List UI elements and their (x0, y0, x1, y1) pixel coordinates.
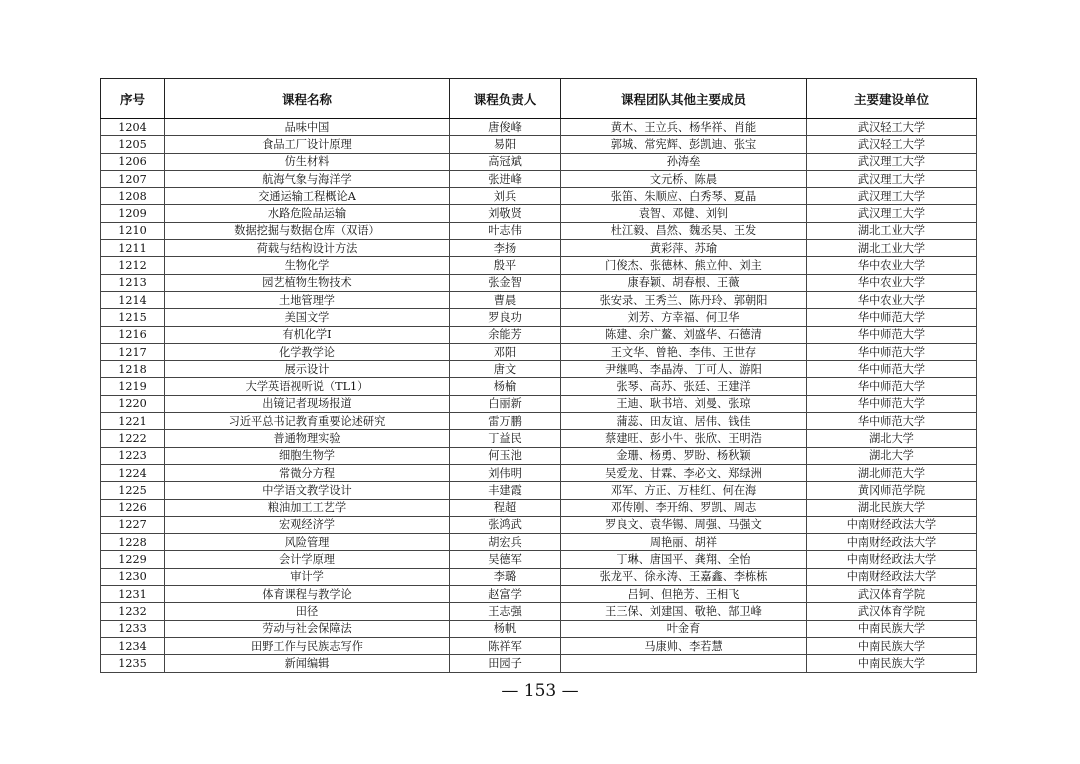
cell-team-members: 门俊杰、张德林、熊立仲、刘主 (561, 257, 807, 274)
cell-seq: 1209 (101, 205, 165, 222)
cell-course-leader: 刘伟明 (450, 464, 561, 481)
cell-course-name: 数据挖掘与数据仓库（双语） (165, 222, 450, 239)
table-row (101, 447, 977, 464)
cell-team-members: 刘芳、方幸福、何卫华 (561, 309, 807, 326)
table-row (101, 551, 977, 568)
cell-institution: 武汉理工大学 (807, 153, 977, 170)
cell-course-leader: 张金智 (450, 274, 561, 291)
cell-course-leader: 李扬 (450, 240, 561, 257)
cell-seq: 1216 (101, 326, 165, 343)
cell-course-name: 会计学原理 (165, 551, 450, 568)
cell-team-members: 陈建、余广鳌、刘盛华、石德清 (561, 326, 807, 343)
table-row (101, 499, 977, 516)
cell-team-members: 王迪、耿书培、刘曼、张琼 (561, 395, 807, 412)
cell-team-members: 丁琳、唐国平、龚翔、全怡 (561, 551, 807, 568)
header-seq: 序号 (101, 79, 165, 119)
cell-course-leader: 杨榆 (450, 378, 561, 395)
table-row (101, 240, 977, 257)
cell-course-leader: 叶志伟 (450, 222, 561, 239)
cell-seq: 1218 (101, 361, 165, 378)
cell-course-name: 出镜记者现场报道 (165, 395, 450, 412)
cell-seq: 1219 (101, 378, 165, 395)
table-row (101, 620, 977, 637)
cell-seq: 1213 (101, 274, 165, 291)
cell-course-name: 美国文学 (165, 309, 450, 326)
header-institution: 主要建设单位 (807, 79, 977, 119)
course-table (100, 78, 977, 673)
cell-course-leader: 邓阳 (450, 343, 561, 360)
cell-seq: 1231 (101, 586, 165, 603)
cell-team-members: 黄彩萍、苏瑜 (561, 240, 807, 257)
cell-seq: 1226 (101, 499, 165, 516)
cell-course-name: 化学教学论 (165, 343, 450, 360)
cell-course-leader: 何玉池 (450, 447, 561, 464)
table-row (101, 326, 977, 343)
table-row (101, 516, 977, 533)
cell-seq: 1212 (101, 257, 165, 274)
cell-team-members: 叶金育 (561, 620, 807, 637)
cell-seq: 1215 (101, 309, 165, 326)
table-row (101, 603, 977, 620)
header-course-name: 课程名称 (165, 79, 450, 119)
cell-institution: 湖北大学 (807, 430, 977, 447)
cell-course-name: 展示设计 (165, 361, 450, 378)
cell-institution: 中南民族大学 (807, 637, 977, 654)
table-row (101, 586, 977, 603)
cell-course-name: 仿生材料 (165, 153, 450, 170)
cell-institution: 华中农业大学 (807, 274, 977, 291)
cell-team-members: 康春颖、胡春根、王薇 (561, 274, 807, 291)
cell-course-name: 园艺植物生物技术 (165, 274, 450, 291)
cell-team-members: 张琴、高苏、张廷、王建洋 (561, 378, 807, 395)
cell-course-name: 审计学 (165, 568, 450, 585)
cell-team-members: 吕钶、但艳芳、王相飞 (561, 586, 807, 603)
cell-team-members: 王三保、刘建国、敬艳、郜卫峰 (561, 603, 807, 620)
cell-course-name: 食品工厂设计原理 (165, 136, 450, 153)
cell-seq: 1235 (101, 655, 165, 672)
cell-institution: 华中师范大学 (807, 378, 977, 395)
cell-seq: 1232 (101, 603, 165, 620)
cell-team-members: 王文华、曾艳、李伟、王世存 (561, 343, 807, 360)
cell-course-name: 风险管理 (165, 534, 450, 551)
cell-team-members: 张安录、王秀兰、陈丹玲、郭朝阳 (561, 291, 807, 308)
cell-course-leader: 丰建霞 (450, 482, 561, 499)
cell-course-leader: 唐俊峰 (450, 119, 561, 136)
table-row (101, 361, 977, 378)
cell-institution: 华中师范大学 (807, 343, 977, 360)
table-row (101, 170, 977, 187)
table-row (101, 378, 977, 395)
cell-team-members: 周艳丽、胡祥 (561, 534, 807, 551)
cell-seq: 1221 (101, 413, 165, 430)
cell-course-name: 细胞生物学 (165, 447, 450, 464)
cell-team-members: 罗良文、袁华锡、周强、马强文 (561, 516, 807, 533)
cell-team-members: 文元桥、陈晨 (561, 170, 807, 187)
cell-institution: 中南财经政法大学 (807, 534, 977, 551)
cell-seq: 1220 (101, 395, 165, 412)
table-row (101, 568, 977, 585)
cell-course-name: 水路危险品运输 (165, 205, 450, 222)
table-row (101, 291, 977, 308)
cell-course-name: 普通物理实验 (165, 430, 450, 447)
cell-seq: 1229 (101, 551, 165, 568)
cell-institution: 武汉轻工大学 (807, 136, 977, 153)
cell-course-leader: 殷平 (450, 257, 561, 274)
cell-seq: 1205 (101, 136, 165, 153)
cell-institution: 武汉体育学院 (807, 586, 977, 603)
cell-team-members: 马康帅、李若慧 (561, 637, 807, 654)
cell-institution: 华中农业大学 (807, 291, 977, 308)
table-row (101, 464, 977, 481)
cell-course-name: 劳动与社会保障法 (165, 620, 450, 637)
cell-team-members: 邓军、方正、万桂红、何在海 (561, 482, 807, 499)
table-row (101, 430, 977, 447)
cell-institution: 武汉理工大学 (807, 170, 977, 187)
table-row (101, 655, 977, 672)
cell-course-leader: 张鸿武 (450, 516, 561, 533)
cell-institution: 华中师范大学 (807, 361, 977, 378)
cell-seq: 1206 (101, 153, 165, 170)
header-row (101, 79, 977, 119)
table-row (101, 395, 977, 412)
cell-seq: 1211 (101, 240, 165, 257)
cell-seq: 1228 (101, 534, 165, 551)
cell-team-members: 金珊、杨勇、罗盼、杨秋颖 (561, 447, 807, 464)
table-row (101, 257, 977, 274)
cell-course-name: 常微分方程 (165, 464, 450, 481)
cell-course-name: 体育课程与教学论 (165, 586, 450, 603)
cell-team-members: 孙涛垒 (561, 153, 807, 170)
cell-course-name: 习近平总书记教育重要论述研究 (165, 413, 450, 430)
cell-course-leader: 易阳 (450, 136, 561, 153)
cell-team-members: 吴爱龙、甘霖、李必文、郑绿洲 (561, 464, 807, 481)
cell-course-name: 荷载与结构设计方法 (165, 240, 450, 257)
table-row (101, 534, 977, 551)
cell-seq: 1222 (101, 430, 165, 447)
cell-course-leader: 赵富学 (450, 586, 561, 603)
table-row (101, 274, 977, 291)
cell-seq: 1204 (101, 119, 165, 136)
cell-seq: 1223 (101, 447, 165, 464)
header-team-members: 课程团队其他主要成员 (561, 79, 807, 119)
cell-course-leader: 胡宏兵 (450, 534, 561, 551)
cell-course-name: 田径 (165, 603, 450, 620)
cell-seq: 1233 (101, 620, 165, 637)
cell-team-members: 邓传刚、李开绵、罗凯、周志 (561, 499, 807, 516)
cell-institution: 湖北师范大学 (807, 464, 977, 481)
cell-course-name: 品味中国 (165, 119, 450, 136)
cell-institution: 湖北工业大学 (807, 222, 977, 239)
table-row (101, 222, 977, 239)
cell-course-leader: 白丽新 (450, 395, 561, 412)
cell-seq: 1210 (101, 222, 165, 239)
cell-institution: 湖北民族大学 (807, 499, 977, 516)
cell-institution: 湖北大学 (807, 447, 977, 464)
cell-institution: 华中师范大学 (807, 395, 977, 412)
cell-course-leader: 丁益民 (450, 430, 561, 447)
cell-team-members (561, 655, 807, 672)
cell-seq: 1227 (101, 516, 165, 533)
table-row (101, 188, 977, 205)
table-row (101, 637, 977, 654)
cell-course-leader: 刘兵 (450, 188, 561, 205)
cell-course-leader: 唐文 (450, 361, 561, 378)
cell-course-name: 中学语文教学设计 (165, 482, 450, 499)
cell-course-name: 航海气象与海洋学 (165, 170, 450, 187)
cell-institution: 武汉理工大学 (807, 188, 977, 205)
cell-institution: 华中师范大学 (807, 309, 977, 326)
cell-institution: 中南财经政法大学 (807, 551, 977, 568)
cell-team-members: 蔡建旺、彭小牛、张欣、王明浩 (561, 430, 807, 447)
cell-institution: 中南财经政法大学 (807, 568, 977, 585)
cell-institution: 中南民族大学 (807, 655, 977, 672)
cell-course-leader: 高冠斌 (450, 153, 561, 170)
cell-course-leader: 杨帆 (450, 620, 561, 637)
cell-team-members: 张龙平、徐永涛、王嘉鑫、李栋栋 (561, 568, 807, 585)
cell-seq: 1230 (101, 568, 165, 585)
table-row (101, 482, 977, 499)
cell-course-name: 土地管理学 (165, 291, 450, 308)
cell-course-name: 新闻编辑 (165, 655, 450, 672)
cell-institution: 武汉轻工大学 (807, 119, 977, 136)
cell-institution: 武汉体育学院 (807, 603, 977, 620)
table-row (101, 153, 977, 170)
table-row (101, 205, 977, 222)
cell-course-leader: 张进峰 (450, 170, 561, 187)
table-body (101, 119, 977, 673)
cell-course-leader: 李璐 (450, 568, 561, 585)
cell-team-members: 黄木、王立兵、杨华祥、肖能 (561, 119, 807, 136)
cell-seq: 1224 (101, 464, 165, 481)
cell-seq: 1217 (101, 343, 165, 360)
cell-seq: 1207 (101, 170, 165, 187)
cell-institution: 华中师范大学 (807, 326, 977, 343)
cell-institution: 黄冈师范学院 (807, 482, 977, 499)
cell-course-leader: 罗良功 (450, 309, 561, 326)
cell-course-name: 交通运输工程概论A (165, 188, 450, 205)
cell-course-leader: 刘敬贤 (450, 205, 561, 222)
cell-institution: 华中师范大学 (807, 413, 977, 430)
cell-course-leader: 陈祥军 (450, 637, 561, 654)
cell-team-members: 郭城、常宪辉、彭凯迪、张宝 (561, 136, 807, 153)
cell-seq: 1225 (101, 482, 165, 499)
cell-institution: 华中农业大学 (807, 257, 977, 274)
table-header (101, 79, 977, 119)
cell-team-members: 张笛、朱顺应、白秀琴、夏晶 (561, 188, 807, 205)
cell-institution: 武汉理工大学 (807, 205, 977, 222)
cell-team-members: 袁智、邓健、刘钊 (561, 205, 807, 222)
cell-institution: 中南财经政法大学 (807, 516, 977, 533)
cell-institution: 湖北工业大学 (807, 240, 977, 257)
cell-team-members: 杜江毅、昌然、魏丞昊、王发 (561, 222, 807, 239)
cell-seq: 1234 (101, 637, 165, 654)
table-row (101, 413, 977, 430)
cell-team-members: 蒲蕊、田友谊、居伟、钱佳 (561, 413, 807, 430)
cell-course-name: 生物化学 (165, 257, 450, 274)
cell-institution: 中南民族大学 (807, 620, 977, 637)
cell-course-leader: 吴德军 (450, 551, 561, 568)
table-row (101, 343, 977, 360)
cell-course-name: 宏观经济学 (165, 516, 450, 533)
cell-course-leader: 曹晨 (450, 291, 561, 308)
cell-course-leader: 雷万鹏 (450, 413, 561, 430)
page-number: — 153 — (501, 681, 579, 701)
cell-course-name: 大学英语视听说（TL1） (165, 378, 450, 395)
cell-course-leader: 程超 (450, 499, 561, 516)
cell-course-name: 有机化学Ⅰ (165, 326, 450, 343)
cell-seq: 1214 (101, 291, 165, 308)
table-row (101, 309, 977, 326)
header-course-leader: 课程负责人 (450, 79, 561, 119)
table-row (101, 119, 977, 136)
cell-seq: 1208 (101, 188, 165, 205)
cell-course-leader: 田园子 (450, 655, 561, 672)
cell-team-members: 尹继鸣、李晶涛、丁可人、游阳 (561, 361, 807, 378)
cell-course-leader: 余能芳 (450, 326, 561, 343)
cell-course-name: 粮油加工工艺学 (165, 499, 450, 516)
cell-course-name: 田野工作与民族志写作 (165, 637, 450, 654)
table-row (101, 136, 977, 153)
cell-course-leader: 王志强 (450, 603, 561, 620)
